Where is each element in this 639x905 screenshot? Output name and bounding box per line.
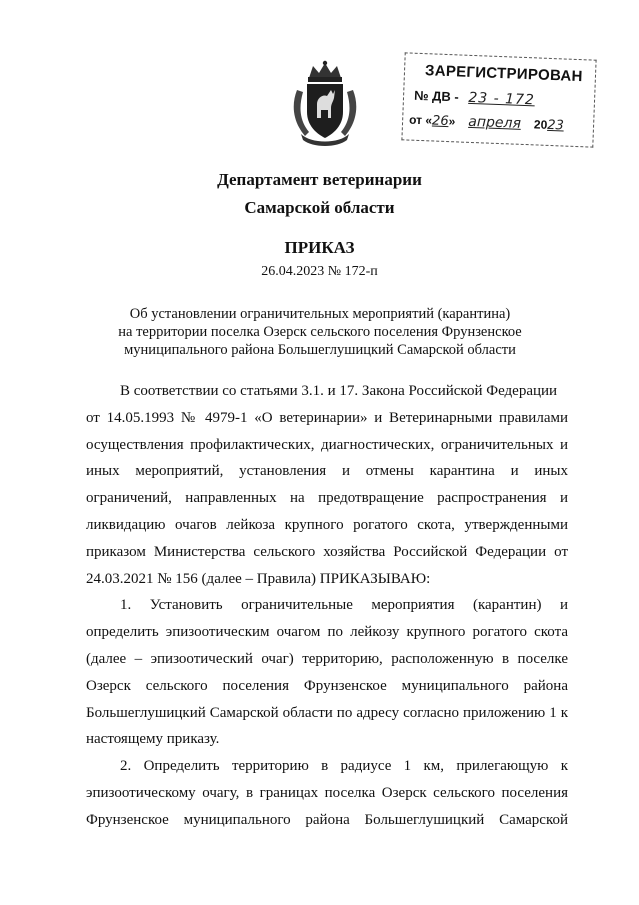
- subject-line: муниципального района Большеглушицкий Самарской области: [124, 342, 516, 358]
- order-body: [86, 378, 568, 834]
- body-line: настоящему приказу.: [86, 731, 220, 748]
- body-line: осуществления профилактических, диагностических, ограничительных и: [86, 436, 568, 453]
- department-name-line2: Самарской области: [244, 198, 395, 217]
- stamp-date-prefix: от «: [408, 112, 433, 128]
- stamp-date-day: 26: [431, 113, 449, 130]
- order-number-date: 26.04.2023 № 172-п: [261, 264, 378, 279]
- stamp-reg-prefix: № ДВ -: [413, 87, 460, 105]
- body-line: Большеглушицкий Самарской области по адресу согласно приложению 1 к: [86, 704, 568, 721]
- body-line: (далее – эпизоотический очаг) территорию, расположенную в поселке: [86, 650, 568, 667]
- body-line: иных мероприятий, установления и отмены карантина и иных: [86, 463, 568, 480]
- body-line: 24.03.2021 № 156 (далее – Правила) ПРИКАЗЫВАЮ:: [86, 570, 431, 587]
- body-line: Озерск сельского поселения Фрунзенское муниципального района: [86, 677, 568, 694]
- registration-stamp: [401, 52, 596, 147]
- stamp-registration-line: [414, 88, 535, 109]
- subject-line: Об установлении ограничительных мероприятий (карантина): [129, 306, 511, 322]
- stamp-date-year-hand: 23: [546, 117, 565, 134]
- coat-of-arms-emblem: [287, 60, 363, 150]
- order-subject: [60, 305, 580, 359]
- body-line: 1. Установить ограничительные мероприятия (карантин) и: [120, 597, 568, 614]
- department-name-line1: Департамент ветеринарии: [217, 170, 422, 189]
- stamp-date-mid: »: [448, 114, 456, 129]
- body-line: В соответствии со статьями 3.1. и 17. Закона Российской Федерации: [120, 383, 558, 399]
- stamp-reg-number: 23 - 172: [468, 89, 536, 109]
- stamp-date-month: апреля: [468, 113, 522, 132]
- stamp-title: ЗАРЕГИСТРИРОВАН: [424, 62, 583, 86]
- body-line: приказом Министерства сельского хозяйства Российской Федерации от: [86, 543, 568, 560]
- body-line: 2. Определить территорию в радиусе 1 км, прилегающую к: [120, 758, 568, 775]
- body-line: определить эпизоотическим очагом по лейкозу крупного рогатого скота: [86, 624, 568, 641]
- stamp-date-line: [409, 112, 564, 134]
- subject-line: на территории поселка Озерск сельского поселения Фрунзенское: [118, 324, 522, 340]
- stamp-date-year-printed: 20: [533, 117, 548, 132]
- body-line: Фрунзенское муниципального района Большеглушицкий Самарской: [86, 811, 568, 828]
- body-line: эпизоотическому очагу, в границах поселка Озерск сельского поселения: [86, 784, 568, 801]
- body-line: ликвидацию очагов лейкоза крупного рогатого скота, утвержденными: [86, 516, 568, 533]
- order-title: ПРИКАЗ: [284, 238, 355, 257]
- body-line: от 14.05.1993 № 4979-1 «О ветеринарии» и Ветеринарными правилами: [86, 409, 568, 426]
- body-line: ограничений, направленных на предотвращение распространения и: [86, 490, 568, 507]
